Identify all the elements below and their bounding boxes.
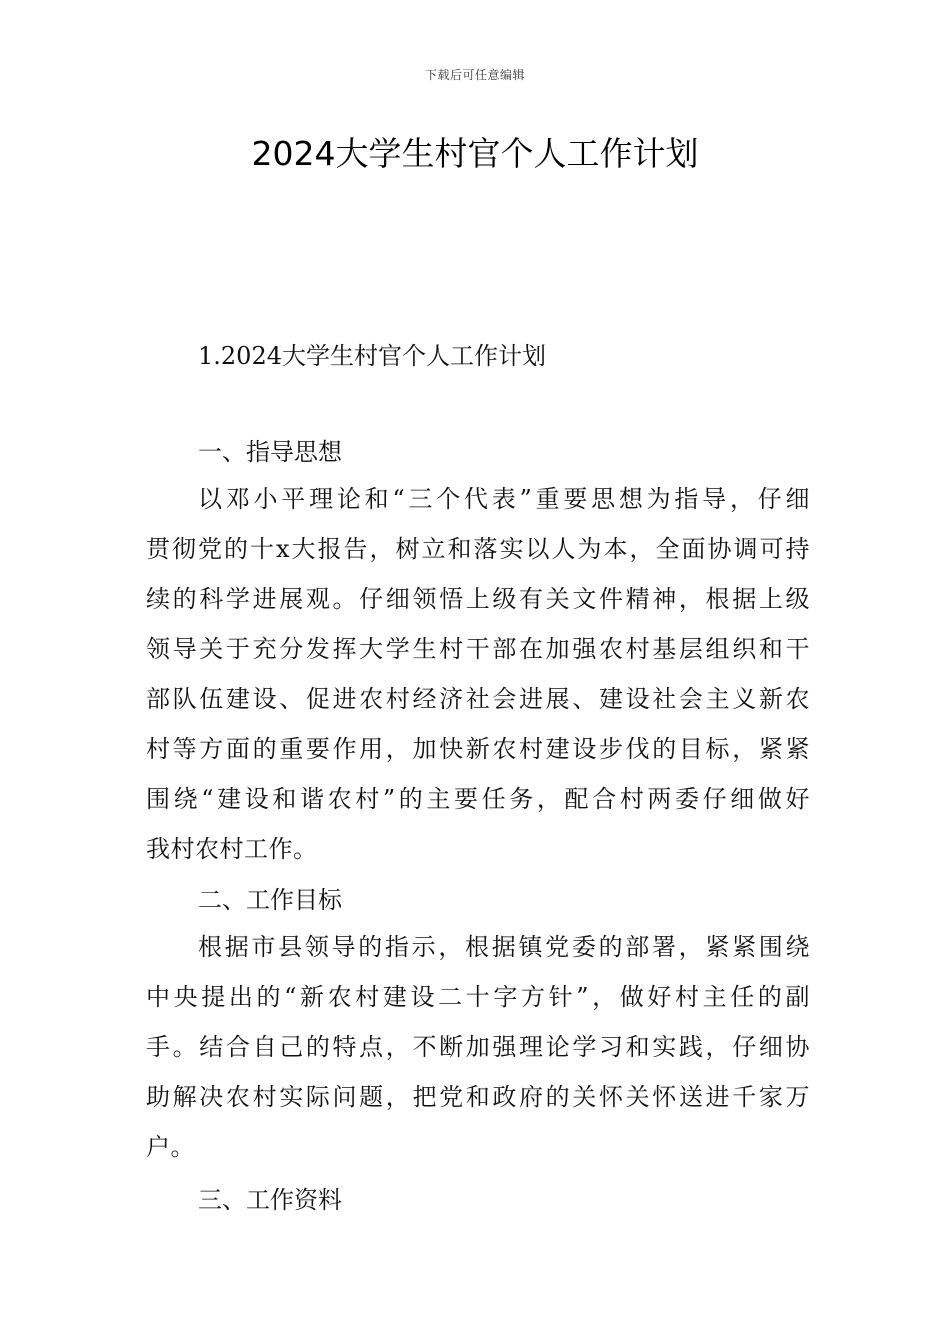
paragraph-line: 户。	[146, 1133, 195, 1161]
document-subtitle: 1.2024大学生村官个人工作计划	[198, 342, 546, 370]
paragraph-line: 手。结合自己的特点，不断加强理论学习和实践，仔细协	[146, 1033, 810, 1061]
section-heading-guiding-ideology: 一、指导思想	[198, 438, 342, 466]
paragraph-line: 以邓小平理论和“三个代表”重要思想为指导，仔细	[198, 485, 810, 513]
section-heading-work-materials: 三、工作资料	[198, 1186, 342, 1214]
paragraph-line: 部队伍建设、促进农村经济社会进展、建设社会主义新农	[146, 685, 810, 713]
paragraph-line: 村等方面的重要作用，加快新农村建设步伐的目标，紧紧	[146, 735, 810, 763]
paragraph-line: 续的科学进展观。仔细领悟上级有关文件精神，根据上级	[146, 585, 810, 613]
paragraph-line: 助解决农村实际问题，把党和政府的关怀关怀送进千家万	[146, 1083, 810, 1111]
paragraph-line: 领导关于充分发挥大学生村干部在加强农村基层组织和干	[146, 635, 810, 663]
paragraph-line: 根据市县领导的指示，根据镇党委的部署，紧紧围绕	[198, 933, 810, 961]
header-note: 下载后可任意编辑	[424, 68, 525, 82]
section-heading-work-goals: 二、工作目标	[198, 886, 342, 914]
document-title: 2024大学生村官个人工作计划	[251, 134, 699, 173]
paragraph-line: 围绕“建设和谐农村”的主要任务，配合村两委仔细做好	[146, 785, 810, 813]
paragraph-work-goals	[146, 922, 810, 1172]
paragraph-line: 贯彻党的十x大报告，树立和落实以人为本，全面协调可持	[146, 535, 810, 563]
paragraph-guiding-ideology	[146, 474, 810, 874]
paragraph-line: 中央提出的“新农村建设二十字方针”，做好村主任的副	[146, 983, 810, 1011]
paragraph-line: 我村农村工作。	[146, 835, 318, 863]
